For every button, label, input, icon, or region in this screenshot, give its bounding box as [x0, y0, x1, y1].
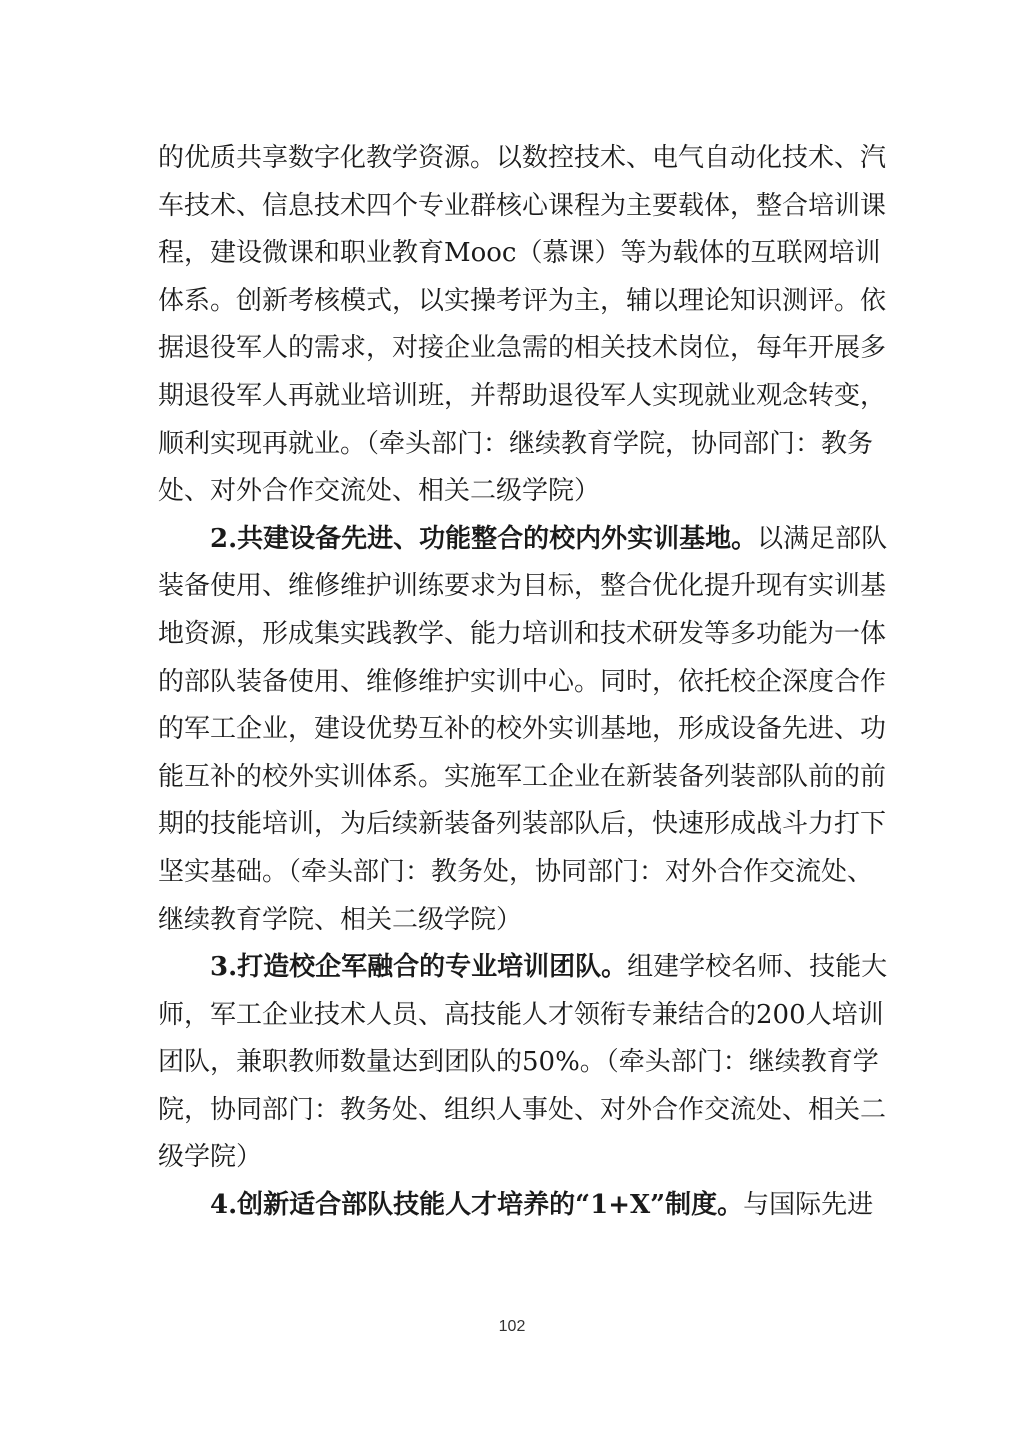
section-3-lead-text: 组建学校名师、技能大 [627, 952, 888, 983]
body-text [158, 135, 888, 1230]
section-4-heading: 4.创新适合部队技能人才培养的“1+X”制度。 [210, 1190, 744, 1221]
section-3-first-line [158, 944, 888, 992]
text-line: 处、对外合作交流处、相关二级学院） [158, 476, 601, 507]
section-2-first-line [158, 516, 888, 564]
text-line: 顺利实现再就业。（牵头部门：继续教育学院，协同部门：教务 [158, 428, 874, 459]
text-line: 团队，兼职教师数量达到团队的50%。（牵头部门：继续教育学 [158, 1047, 879, 1078]
text-line: 装备使用、维修维护训练要求为目标，整合优化提升现有实训基 [158, 571, 887, 602]
text-line: 车技术、信息技术四个专业群核心课程为主要载体，整合培训课 [158, 190, 887, 221]
text-line: 地资源，形成集实践教学、能力培训和技术研发等多功能为一体 [158, 618, 887, 649]
section-2-lead-text: 以满足部队 [757, 523, 888, 554]
text-line: 能互补的校外实训体系。实施军工企业在新装备列装部队前的前 [158, 761, 887, 792]
text-line: 继续教育学院、相关二级学院） [158, 904, 523, 935]
text-line: 程，建设微课和职业教育Mooc（慕课）等为载体的互联网培训 [158, 238, 881, 269]
text-line: 的军工企业，建设优势互补的校外实训基地，形成设备先进、功 [158, 714, 887, 745]
text-line: 期退役军人再就业培训班，并帮助退役军人实现就业观念转变， [158, 380, 887, 411]
text-line: 的部队装备使用、维修维护实训中心。同时，依托校企深度合作 [158, 666, 887, 697]
page-number: 102 [498, 1318, 526, 1335]
text-line: 体系。创新考核模式，以实操考评为主，辅以理论知识测评。依 [158, 285, 887, 316]
text-line: 据退役军人的需求，对接企业急需的相关技术岗位，每年开展多 [158, 333, 887, 364]
section-4-first-line [158, 1182, 874, 1230]
text-line: 期的技能培训，为后续新装备列装部队后，快速形成战斗力打下 [158, 809, 887, 840]
section-3-heading: 3.打造校企军融合的专业培训团队。 [210, 952, 628, 983]
text-line: 的优质共享数字化教学资源。以数控技术、电气自动化技术、汽 [158, 143, 887, 173]
text-line: 坚实基础。（牵头部门：教务处，协同部门：对外合作交流处、 [158, 856, 874, 887]
section-2-heading: 2.共建设备先进、功能整合的校内外实训基地。 [210, 523, 758, 554]
text-line: 级学院） [158, 1142, 263, 1173]
text-line: 师，军工企业技术人员、高技能人才领衔专兼结合的200人培训 [158, 999, 884, 1030]
section-4-lead-text: 与国际先进 [743, 1190, 874, 1221]
text-line: 院，协同部门：教务处、组织人事处、对外合作交流处、相关二 [158, 1094, 887, 1125]
